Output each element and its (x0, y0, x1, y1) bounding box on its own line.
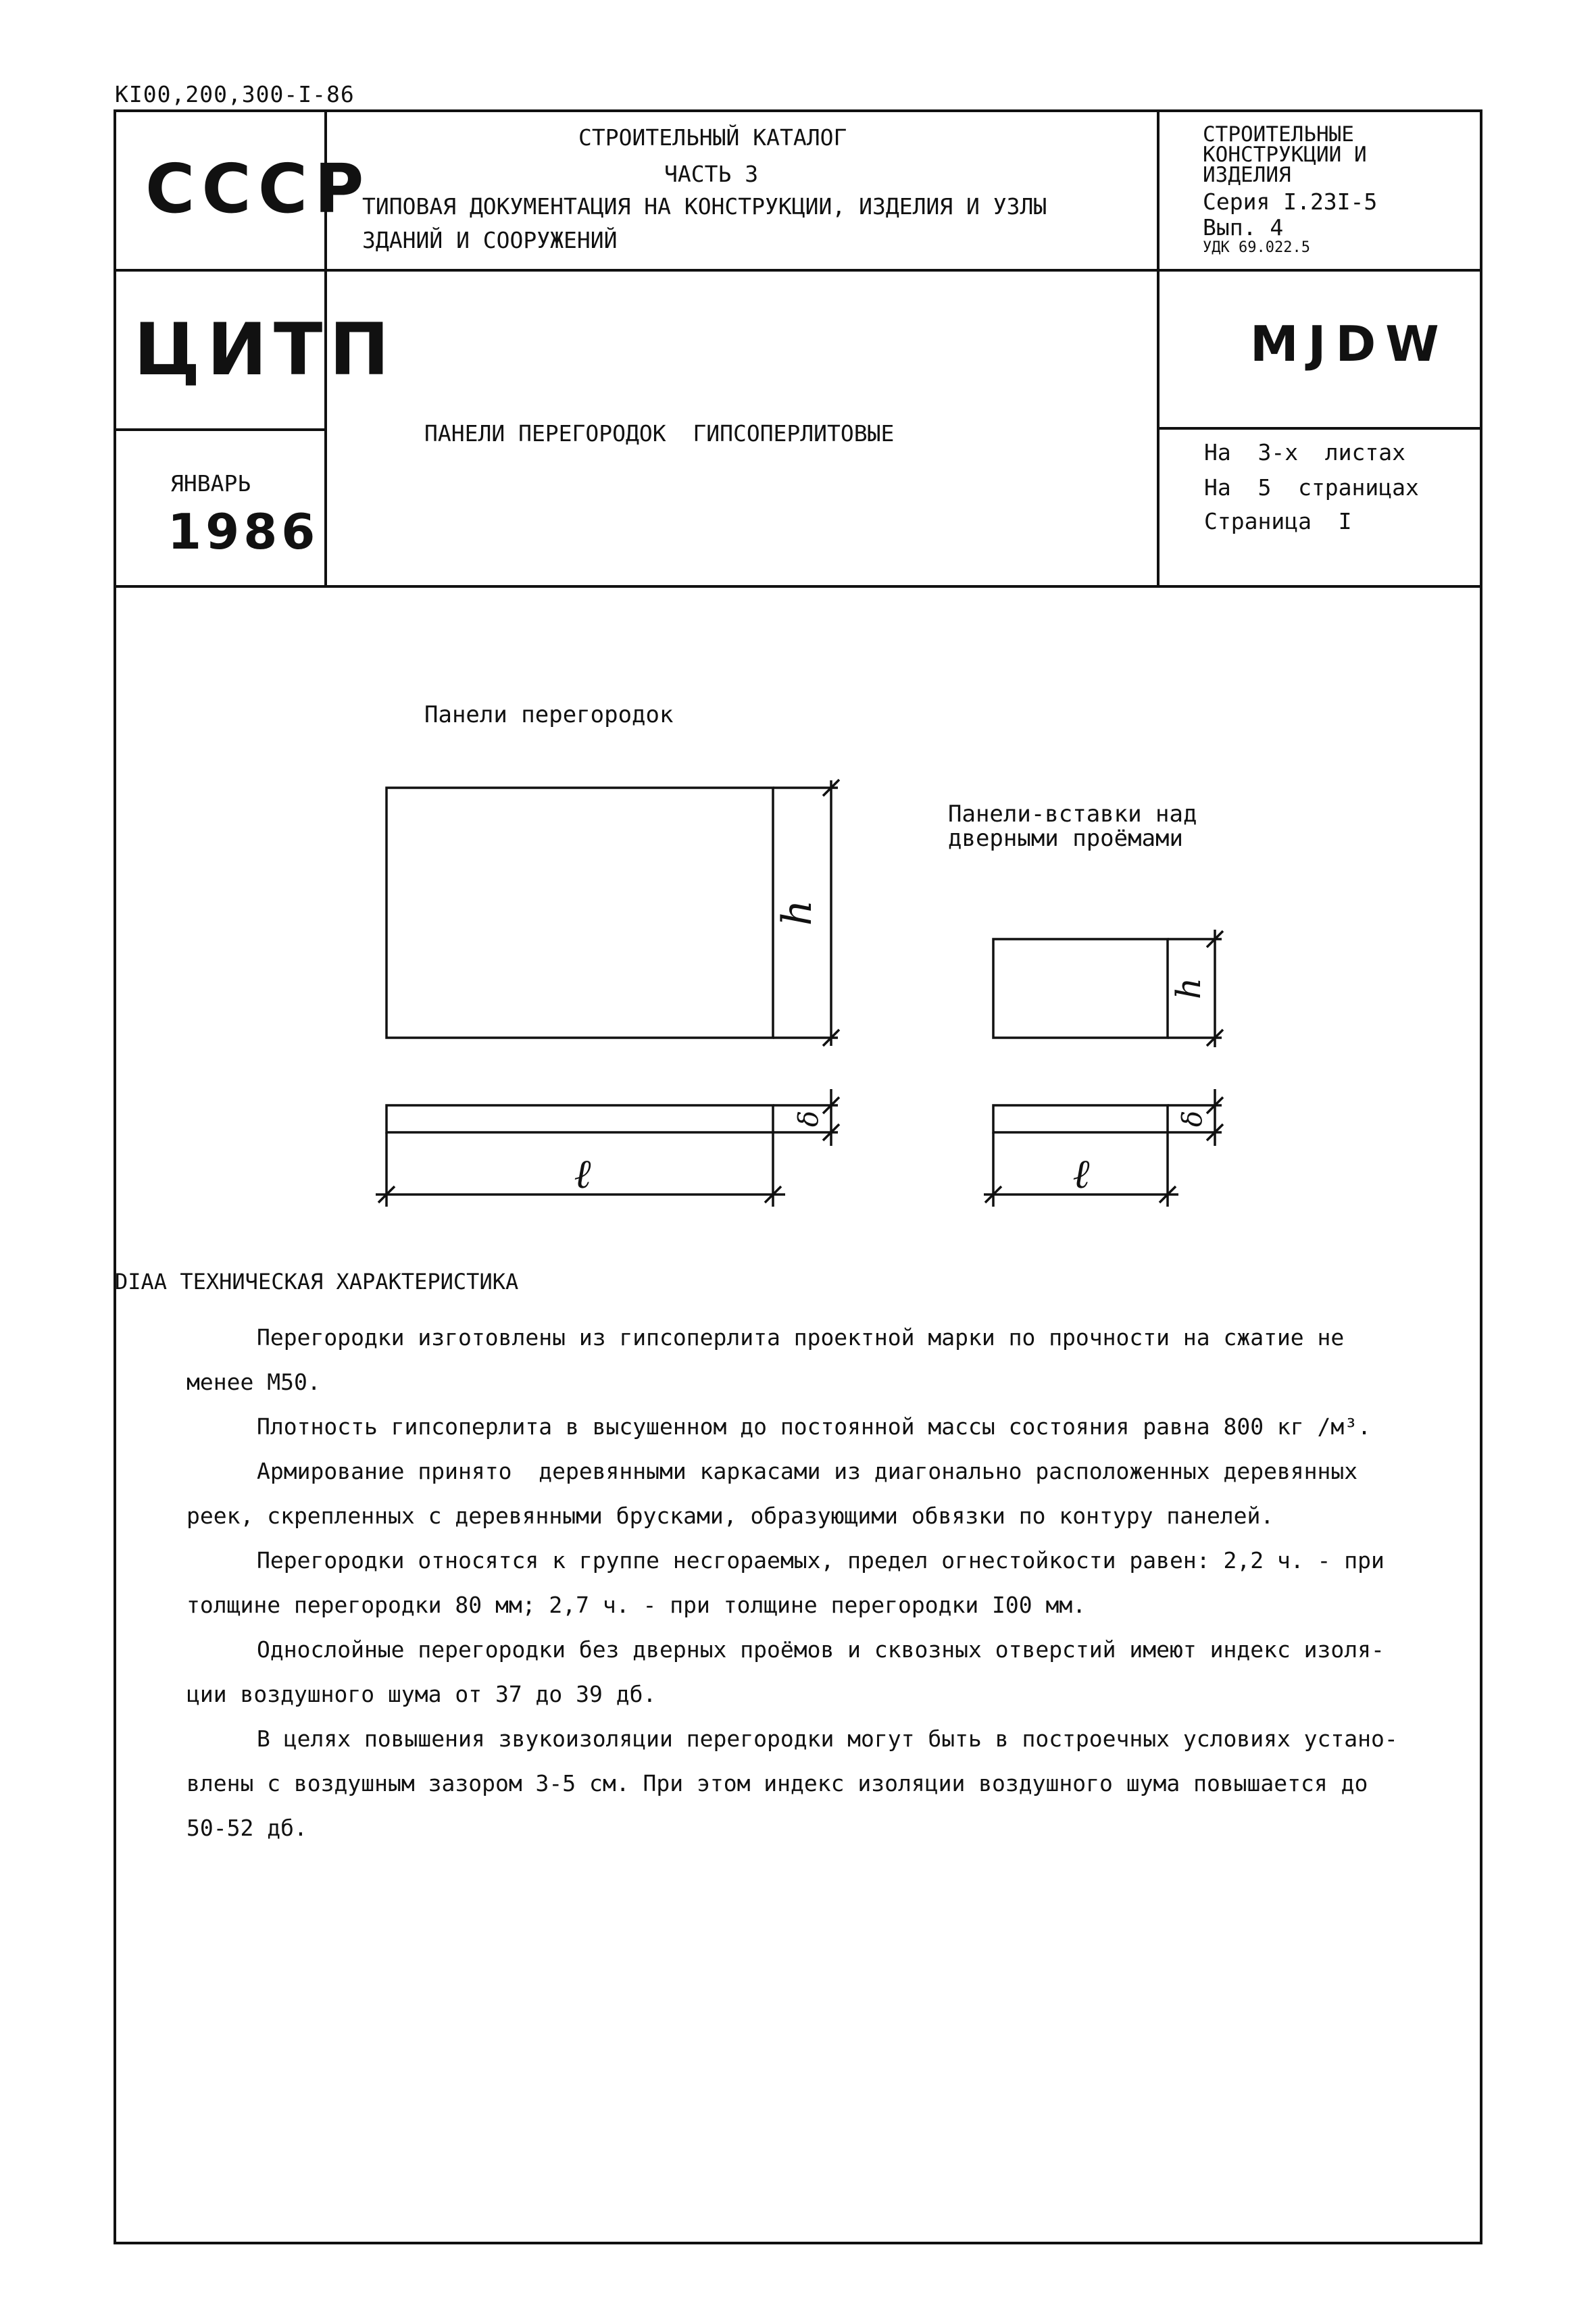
page-number: Страница I (1204, 508, 1352, 534)
catalog-part: ЧАСТЬ 3 (664, 161, 759, 187)
paragraph-line: Плотность гипсоперлита в высушенном до постоянной массы состояния равна 800 кг /м³. (257, 1413, 1372, 1440)
paragraph-line: ции воздушного шума от 37 до 39 дб. (186, 1681, 657, 1707)
panel-thickness-label: δ (793, 1110, 824, 1128)
insert-front-view (993, 939, 1168, 1038)
series-label: Серия I.23I-5 (1203, 188, 1378, 215)
country-label: СССР (145, 149, 371, 228)
paragraph-line: Однослойные перегородки без дверных проёмов и сквозных отверстий имеют индекс изоля- (257, 1636, 1385, 1663)
section-heading: DIAA ТЕХНИЧЕСКАЯ ХАРАКТЕРИСТИКА (115, 1269, 519, 1294)
section-line-1: СТРОИТЕЛЬНЫЕ (1203, 122, 1354, 147)
panel-height-label: h (774, 899, 821, 926)
section-line-3: ИЗДЕЛИЯ (1203, 163, 1291, 187)
paragraph-line: Перегородки изготовлены из гипсоперлита проектной марки по прочности на сжатие не (257, 1324, 1345, 1351)
udk-code: УДК 69.022.5 (1203, 239, 1310, 256)
inserts-caption-line1: Панели-вставки над (948, 801, 1197, 828)
sheet-count: На 3-х листах (1204, 439, 1406, 466)
panel-plan-view (386, 1105, 773, 1132)
issue-year: 1986 (168, 503, 320, 560)
section-line-2: КОНСТРУКЦИИ И (1203, 143, 1367, 167)
paragraph-line: влены с воздушным зазором 3-5 см. При этом индекс изоляции воздушного шума повышается до (186, 1770, 1368, 1796)
document-code: КI00,200,300-I-86 (115, 81, 355, 107)
panel-front-view (386, 788, 773, 1038)
insert-length-label: ℓ (1072, 1151, 1090, 1198)
paragraph-line: реек, скрепленных с деревянными брусками, образующими обвязки по контуру панелей. (186, 1503, 1274, 1529)
product-title: ПАНЕЛИ ПЕРЕГОРОДОК ГИПСОПЕРЛИТОВЫЕ (424, 420, 895, 447)
catalog-description-line1: ТИПОВАЯ ДОКУМЕНТАЦИЯ НА КОНСТРУКЦИИ, ИЗДЕЛИЯ И УЗЛЫ (362, 193, 1047, 220)
catalog-description-line2: ЗДАНИЙ И СООРУЖЕНИЙ (362, 227, 618, 253)
insert-thickness-label: δ (1177, 1110, 1208, 1128)
product-code: MJDW (1250, 316, 1449, 372)
panel-length-label: ℓ (574, 1151, 591, 1198)
paragraph-line: менее М50. (186, 1369, 321, 1395)
issue-number: Вып. 4 (1203, 214, 1284, 241)
insert-plan-view (993, 1105, 1168, 1132)
paragraph-line: 50-52 дб. (186, 1815, 307, 1841)
issue-month: ЯНВАРЬ (170, 470, 251, 497)
paragraph-line: Армирование принято деревянными каркасами из диагонально расположенных деревянных (257, 1458, 1358, 1484)
paragraph-line: Перегородки относятся к группе несгораемых, предел огнестойкости равен: 2,2 ч. - при (257, 1547, 1385, 1574)
panels-caption: Панели перегородок (424, 701, 674, 728)
insert-height-label: h (1169, 977, 1208, 1000)
paragraph-line: В целях повышения звукоизоляции перегородки могут быть в построечных условиях устано- (257, 1726, 1398, 1752)
catalog-title: СТРОИТЕЛЬНЫЙ КАТАЛОГ (578, 124, 847, 151)
page-count: На 5 страницах (1204, 474, 1419, 501)
organization-label: ЦИТП (134, 308, 397, 391)
inserts-caption-line2: дверными проёмами (948, 825, 1183, 852)
paragraph-line: толщине перегородки 80 мм; 2,7 ч. - при толщине перегородки I00 мм. (186, 1592, 1087, 1618)
